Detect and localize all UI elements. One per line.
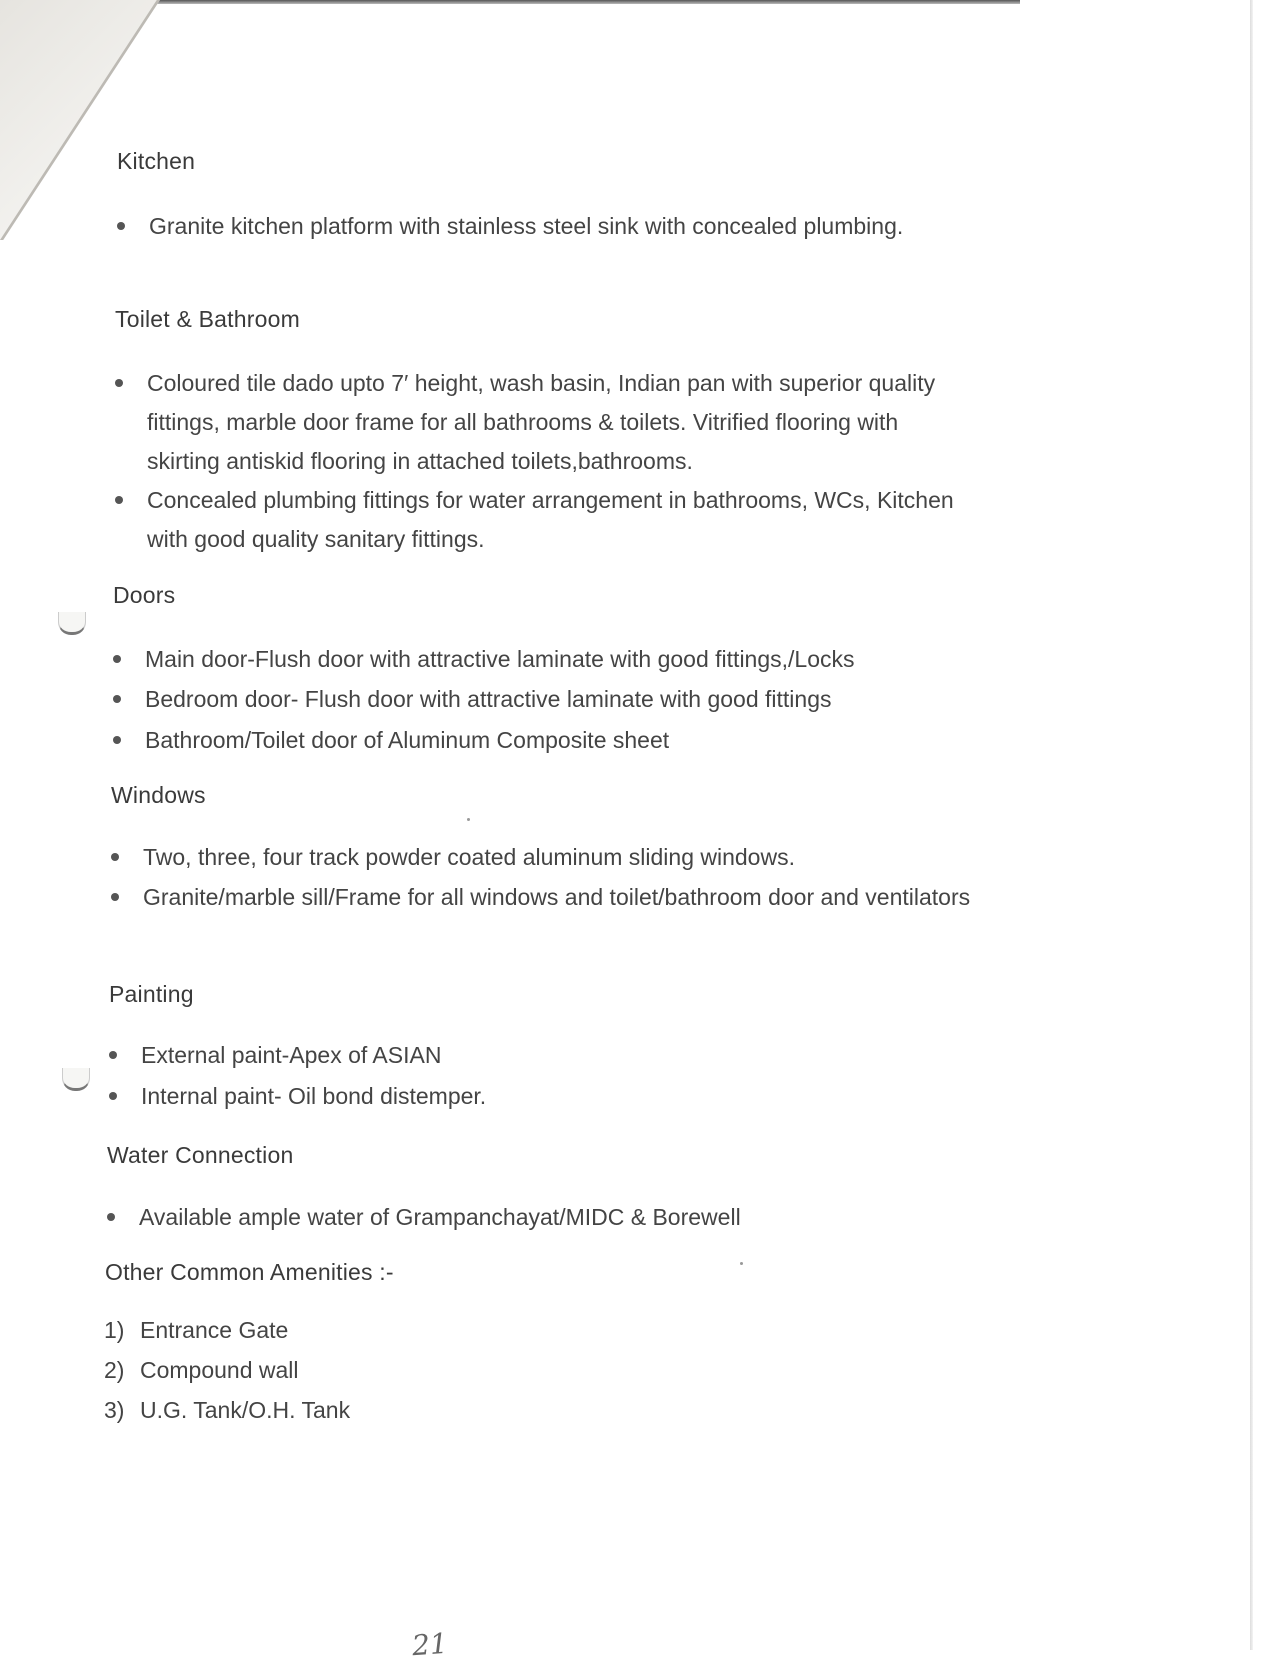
list-item (111, 878, 991, 917)
scan-speck (467, 818, 470, 821)
scan-speck (740, 1262, 743, 1265)
list-item (109, 1036, 989, 1075)
bullet-icon (109, 1092, 117, 1100)
list-item-text: Bathroom/Toilet door of Aluminum Composite sheet (145, 727, 670, 753)
numbered-item (104, 1357, 299, 1384)
list-item (109, 1077, 989, 1116)
handwritten-page-mark: 21 (410, 1626, 449, 1662)
section-heading-doors: Doors (113, 582, 176, 608)
list-item (115, 364, 965, 481)
bullet-icon (111, 853, 119, 861)
bullet-icon (111, 893, 119, 901)
punch-hole (58, 612, 86, 635)
list-item-text: Coloured tile dado upto 7′ height, wash basin, Indian pan with superior quality fittings, marble door frame for all bathrooms & toilets. Vitrified flooring with skirting antiskid flooring in attached toilets,bathrooms. (147, 370, 936, 474)
list-item (117, 207, 1017, 246)
list-item (113, 680, 1013, 719)
list-item-text: Granite kitchen platform with stainless steel sink with concealed plumbing. (149, 213, 904, 239)
bullet-icon (115, 379, 123, 387)
list-item-text: Available ample water of Grampanchayat/MIDC & Borewell (139, 1204, 741, 1230)
list-item-text: Concealed plumbing fittings for water arrangement in bathrooms, WCs, Kitchen with good quality sanitary fittings. (147, 487, 954, 552)
list-item-text: Two, three, four track powder coated aluminum sliding windows. (143, 844, 795, 870)
list-item (111, 838, 991, 877)
list-item-text: Internal paint- Oil bond distemper. (141, 1083, 487, 1109)
list-item-text: External paint-Apex of ASIAN (141, 1042, 442, 1068)
section-heading-windows: Windows (111, 782, 206, 808)
section-heading-kitchen: Kitchen (117, 148, 196, 174)
list-item (113, 640, 1013, 679)
item-label: Entrance Gate (140, 1317, 289, 1343)
item-label: U.G. Tank/O.H. Tank (140, 1397, 351, 1423)
list-item-text: Bedroom door- Flush door with attractive laminate with good fittings (145, 686, 832, 712)
section-heading-other-amenities: Other Common Amenities :- (105, 1259, 394, 1285)
bullet-icon (113, 695, 121, 703)
list-item-text: Main door-Flush door with attractive laminate with good fittings,/Locks (145, 646, 855, 672)
section-heading-painting: Painting (109, 981, 194, 1007)
item-number: 2) (104, 1357, 125, 1383)
bullet-icon (109, 1051, 117, 1059)
numbered-item (104, 1397, 350, 1424)
list-item (115, 481, 965, 559)
list-item (107, 1198, 987, 1237)
bullet-icon (107, 1213, 115, 1221)
section-heading-toilet-bathroom: Toilet & Bathroom (115, 306, 300, 332)
scan-top-edge (150, 0, 1020, 4)
numbered-item (104, 1317, 288, 1344)
list-item (113, 721, 1013, 760)
item-label: Compound wall (140, 1357, 299, 1383)
bullet-icon (115, 496, 123, 504)
item-number: 3) (104, 1397, 125, 1423)
scan-right-edge (1250, 0, 1253, 1650)
bullet-icon (117, 222, 125, 230)
punch-hole (62, 1068, 90, 1091)
section-heading-water-connection: Water Connection (107, 1142, 294, 1168)
bullet-icon (113, 655, 121, 663)
list-item-text: Granite/marble sill/Frame for all windows and toilet/bathroom door and ventilators (143, 884, 971, 910)
item-number: 1) (104, 1317, 125, 1343)
bullet-icon (113, 736, 121, 744)
